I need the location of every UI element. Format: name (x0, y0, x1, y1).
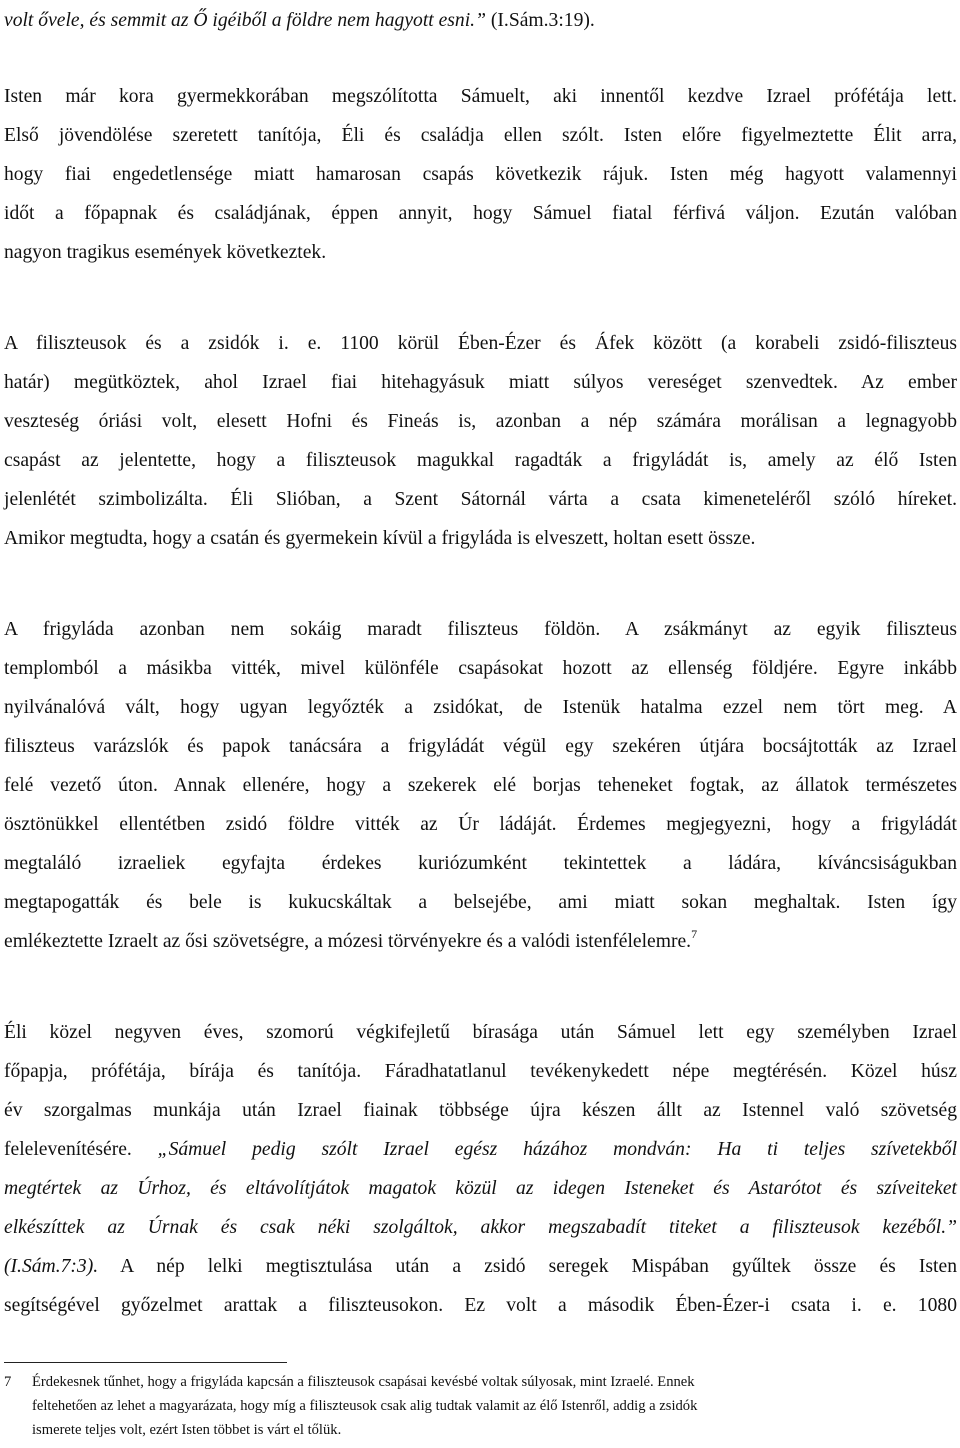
text-line-27: elkészíttek az Úrnak és csak néki szolgáltok, akkor megszabadít titeket a filiszteusok kezéből.” (4, 1217, 957, 1238)
bible-reference: (I.Sám.7:3). (4, 1256, 99, 1277)
footnote-separator (4, 1362, 287, 1363)
text-line-25 (4, 1137, 957, 1163)
text-line-18: ösztönükkel ellentétben zsidó földre vitték az Úr ládáját. Érdemes megjegyezni, hogy a frigyládát (4, 814, 957, 835)
footnote-line-2: feltehetően az lehet a magyarázata, hogy míg a filiszteusok csak alig tudtak valamit az élő Istenről, addig a zsidók (32, 1398, 698, 1414)
plain-text: A nép lelki megtisztulása után a zsidó seregek Mispában gyűltek össze és Isten (98, 1256, 957, 1277)
text-line-1 (4, 8, 957, 34)
text-line-12: Amikor megtudta, hogy a csatán és gyermekein kívül a frigyláda is elveszett, holtan esett össze. (4, 528, 756, 549)
quote-text: volt ővele, és semmit az Ő igéiből a földre nem hagyott esni.” (4, 10, 486, 31)
paragraph-end-text: emlékeztette Izraelt az ősi szövetségre, a mózesi törvényekre és a valódi istenfélelemre. (4, 931, 692, 952)
footnote-number: 7 (4, 1374, 12, 1390)
text-line-28 (4, 1254, 957, 1280)
text-line-5: időt a főpapnak és családjának, éppen annyit, hogy Sámuel fiatal férfivá váljon. Ezután valóban (4, 203, 957, 224)
text-line-11: jelenlétét szimbolizálta. Éli Slióban, a Szent Sátornál várta a csata kimeneteléről szóló híreket. (4, 489, 957, 510)
text-line-10: csapást az jelentette, hogy a filiszteusok magukkal ragadták a frigyládát is, amely az élő Isten (4, 450, 957, 471)
plain-text: felelevenítésére. (4, 1139, 158, 1160)
text-line-21 (4, 929, 957, 955)
quote-text: „Sámuel pedig szólt Izrael egész házához mondván: Ha ti teljes szívetekből (157, 1139, 958, 1160)
text-line-3: Első jövendölése szeretett tanítója, Éli és családja ellen szólt. Isten előre figyelmeztette Élit arra, (4, 125, 957, 146)
text-line-15: nyilvánalóvá vált, hogy ugyan legyőzték a zsidókat, de Istenük hatalma ezzel nem tört meg. A (4, 697, 957, 718)
text-line-4: hogy fiai engedetlensége miatt hamarosan csapás következik rájuk. Isten még hagyott valamennyi (4, 164, 957, 185)
footnote-line-1: Érdekesnek tűnhet, hogy a frigyláda kapcsán a filiszteusok csapásai kevésbé voltak súlyosak, mint Izraelé. Ennek (32, 1374, 695, 1390)
text-line-29: segítségével győzelmet arattak a filiszteusokon. Ez volt a második Ében-Ézer-i csata i. e. 1080 (4, 1295, 957, 1316)
text-line-16: filiszteus varázslók és papok tanácsára a frigyládát végül egy szekéren útjára bocsájtották az Izrael (4, 736, 957, 757)
footnote-line-3: ismerete teljes volt, ezért Isten többet is várt el tőlük. (32, 1422, 342, 1438)
text-line-8: határ) megütköztek, ahol Izrael fiai hitehagyásuk miatt súlyos vereséget szenvedtek. Az ember (4, 372, 957, 393)
text-line-2: Isten már kora gyermekkorában megszólította Sámuelt, aki innentől kezdve Izrael prófétája lett. (4, 86, 957, 107)
text-line-7: A filiszteusok és a zsidók i. e. 1100 körül Ében-Ézer és Áfek között (a korabeli zsidó-filiszteus (4, 333, 957, 354)
text-line-20: megtapogatták és bele is kukucskáltak a belsejébe, ami miatt sokan meghaltak. Isten így (4, 892, 957, 913)
text-line-6: nagyon tragikus események következtek. (4, 242, 327, 263)
text-line-17: felé vezető úton. Annak ellenére, hogy a szekerek elé borjas teheneket fogtak, az állatok természetes (4, 775, 957, 796)
text-line-13: A frigyláda azonban nem sokáig maradt filiszteus földön. A zsákmányt az egyik filiszteus (4, 619, 957, 640)
text-line-23: főpapja, prófétája, bírája és tanítója. Fáradhatatlanul tevékenykedett népe megtérésén. Közel húsz (4, 1061, 957, 1082)
text-line-26: megtértek az Úrhoz, és eltávolítjátok magatok közül az idegen Isteneket és Astarótot és szíveiteket (4, 1178, 957, 1199)
bible-reference: (I.Sám.3:19). (485, 10, 595, 31)
text-line-22: Éli közel negyven éves, szomorú végkifejletű bírasága után Sámuel lett egy személyben Izrael (4, 1022, 957, 1043)
text-line-9: veszteség óriási volt, elesett Hofni és Fineás is, azonban a nép számára morálisan a legnagyobb (4, 411, 957, 432)
footnote-reference: 7 (691, 927, 698, 941)
text-line-24: év szorgalmas munkája után Izrael fiainak többsége újra készen állt az Istennel való szövetség (4, 1100, 957, 1121)
text-line-14: templomból a másikba vitték, mivel különféle csapásokat hozott az ellenség földjére. Egyre inkább (4, 658, 957, 679)
text-line-19: megtaláló izraeliek egyfajta érdekes kuriózumként tekintettek a ládára, kíváncsiságukban (4, 853, 957, 874)
